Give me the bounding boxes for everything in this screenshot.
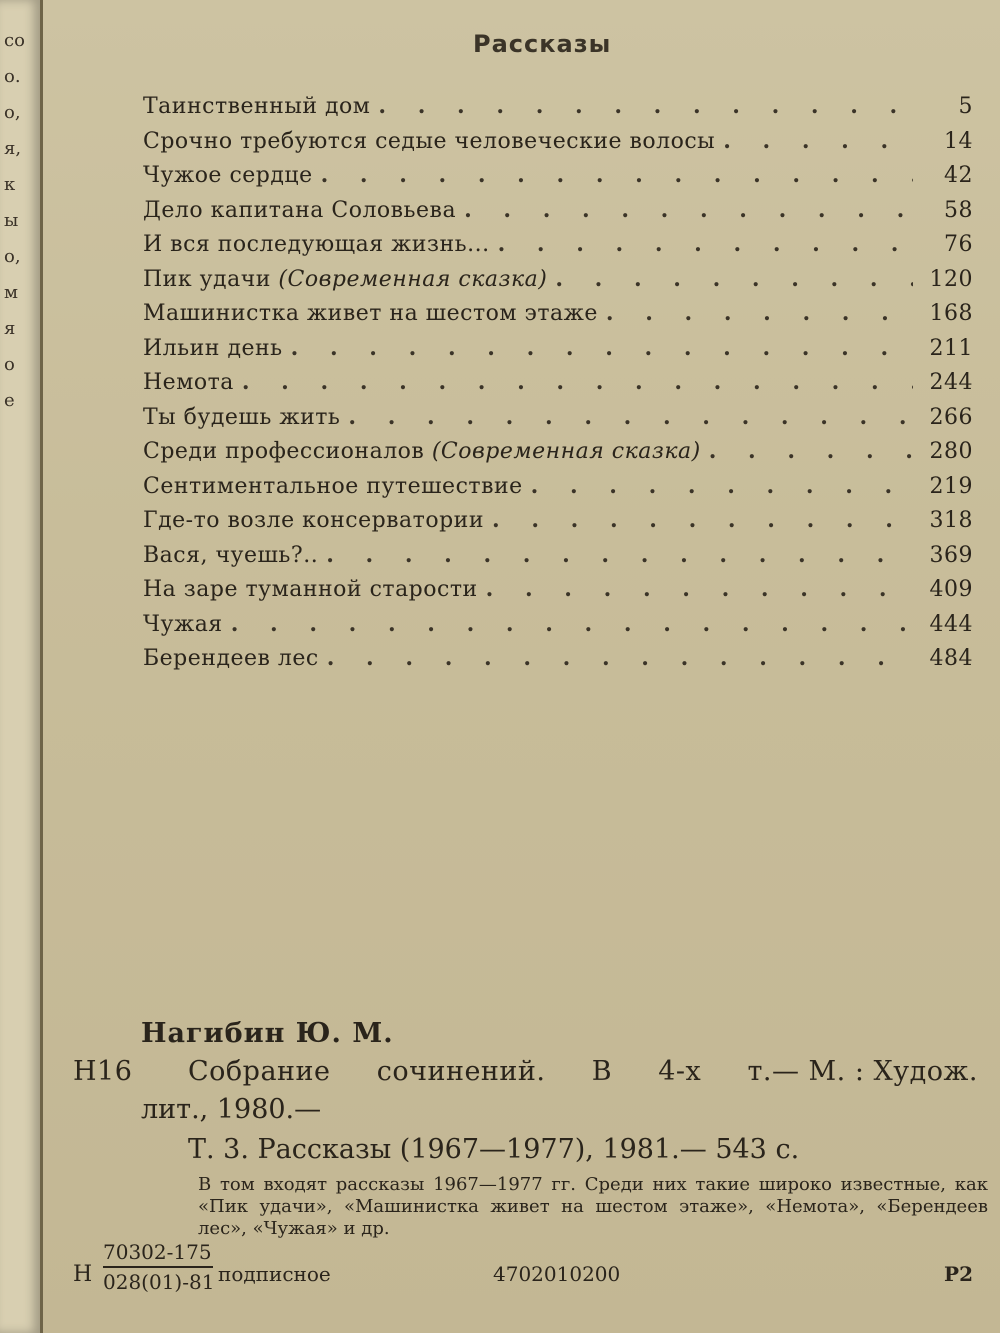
toc-entry-title	[143, 612, 223, 637]
dot-leader	[606, 300, 913, 326]
biblio-word: сочинений.	[376, 1056, 546, 1087]
toc-entry	[143, 197, 973, 232]
biblio-line-1	[73, 1056, 978, 1094]
toc-entry-page: 266	[929, 404, 973, 430]
toc-entry-title	[143, 301, 598, 326]
fraction-denominator: 028(01)-81	[103, 1270, 215, 1294]
left-page-fragment: е	[4, 390, 15, 411]
isbn-code: 4702010200	[493, 1262, 621, 1286]
biblio-word: т.— М. : Худож.	[747, 1056, 978, 1087]
toc-entry-subtitle: (Современная сказка)	[431, 439, 701, 464]
biblio-word: В	[591, 1056, 613, 1087]
toc-entry-title	[143, 577, 478, 602]
left-page-fragment: м	[4, 282, 19, 303]
toc-entry-page: 14	[944, 128, 973, 154]
toc-entry-main-title: На заре туманной старости	[143, 577, 478, 602]
dot-leader	[291, 335, 913, 361]
biblio-word: Собрание	[188, 1056, 331, 1087]
toc-entry-page: 168	[929, 301, 973, 326]
imprint-footer	[73, 1240, 973, 1300]
toc-entry	[143, 611, 973, 646]
toc-entry-main-title: Дело капитана Соловьева	[143, 197, 457, 223]
table-of-contents	[143, 93, 973, 680]
toc-entry-page: 244	[929, 370, 973, 395]
biblio-line-2: лит., 1980.—	[141, 1094, 322, 1125]
toc-entry	[143, 404, 973, 439]
toc-entry-main-title: Машинистка живет на шестом этаже	[143, 301, 598, 326]
toc-entry	[143, 300, 973, 335]
toc-entry-title	[143, 543, 318, 568]
left-page-fragment: к	[4, 174, 16, 195]
section-title: Рассказы	[473, 30, 612, 58]
toc-entry-title	[143, 370, 234, 395]
dot-leader	[327, 645, 913, 671]
toc-entry-page: 484	[929, 646, 973, 671]
toc-entry	[143, 231, 973, 266]
toc-entry	[143, 93, 973, 128]
toc-entry	[143, 162, 973, 197]
toc-entry-title	[143, 405, 340, 430]
toc-entry-main-title: И вся последующая жизнь...	[143, 232, 490, 257]
left-page-fragment: ы	[4, 210, 19, 231]
imprint-letter: Н	[73, 1262, 93, 1287]
toc-entry-page: 58	[944, 197, 973, 223]
toc-entry-main-title: Сентиментальное путешествие	[143, 473, 523, 499]
toc-entry-main-title: Таинственный дом	[143, 94, 371, 119]
toc-entry-main-title: Берендеев лес	[143, 646, 319, 671]
toc-entry-title	[143, 439, 701, 464]
dot-leader	[709, 438, 913, 464]
toc-entry-title	[143, 267, 547, 292]
toc-entry-main-title: Чужое сердце	[143, 163, 313, 188]
dot-leader	[464, 197, 913, 223]
dot-leader	[231, 611, 913, 637]
toc-entry	[143, 576, 973, 611]
dot-leader	[348, 404, 913, 430]
toc-entry	[143, 473, 973, 508]
biblio-collection-line	[188, 1056, 978, 1087]
toc-entry-page: 409	[929, 577, 973, 602]
toc-entry-page: 120	[929, 266, 973, 292]
dot-leader	[531, 473, 913, 499]
bibliographic-record	[73, 1018, 988, 1240]
toc-entry	[143, 507, 973, 542]
price-code: Р2	[944, 1262, 973, 1286]
dot-leader	[492, 507, 913, 533]
toc-entry-title	[143, 198, 456, 223]
toc-entry-page: 76	[944, 232, 973, 257]
toc-entry-page: 5	[958, 94, 973, 119]
toc-entry-page: 369	[929, 542, 973, 568]
catalog-code: Н16	[73, 1056, 133, 1087]
dot-leader	[723, 128, 913, 154]
toc-entry	[143, 369, 973, 404]
toc-entry-main-title: Ты будешь жить	[143, 404, 341, 430]
toc-entry-page: 280	[929, 439, 973, 464]
left-page-fragment: о	[4, 354, 15, 375]
book-page	[43, 0, 1000, 1333]
dot-leader	[242, 369, 913, 395]
annotation-text: В том входят рассказы 1967—1977 гг. Среди них такие широко известные, как «Пик удачи», «Машинистка живет на шестом этаже», «Немота», «Берендеев лес», «Чужая» и др.	[198, 1174, 988, 1239]
toc-entry-title	[143, 474, 523, 499]
toc-entry-title	[143, 163, 313, 188]
imprint-fraction	[103, 1240, 213, 1294]
toc-entry-page: 444	[929, 611, 973, 637]
toc-entry	[143, 128, 973, 163]
dot-leader	[321, 162, 913, 188]
toc-entry-title	[143, 129, 715, 154]
toc-entry-title	[143, 232, 490, 257]
author-name: Нагибин Ю. М.	[141, 1018, 394, 1049]
toc-entry-main-title: Немота	[143, 370, 234, 395]
biblio-volume-line: Т. 3. Рассказы (1967—1977), 1981.— 543 с.	[188, 1134, 800, 1165]
dot-leader	[378, 93, 913, 119]
toc-entry-main-title: Пик удачи	[143, 266, 271, 292]
toc-entry-subtitle: (Современная сказка)	[278, 266, 548, 292]
toc-entry-page: 219	[929, 473, 973, 499]
biblio-word: 4-х	[658, 1056, 702, 1087]
toc-entry-main-title: Вася, чуешь?..	[143, 542, 319, 568]
toc-entry-page: 211	[929, 335, 973, 361]
dot-leader	[326, 542, 913, 568]
toc-entry	[143, 266, 973, 301]
left-page-fragment: я,	[4, 138, 22, 159]
toc-entry-page: 318	[929, 508, 973, 533]
fraction-numerator: 70302-175	[103, 1240, 213, 1268]
toc-entry-page: 42	[944, 163, 973, 188]
left-page-fragment: о.	[4, 66, 21, 87]
left-page-fragment: я	[4, 318, 16, 339]
toc-entry	[143, 645, 973, 680]
toc-entry-main-title: Срочно требуются седые человеческие волосы	[143, 128, 716, 154]
toc-entry-title	[143, 94, 370, 119]
toc-entry	[143, 542, 973, 577]
dot-leader	[486, 576, 913, 602]
left-page-edge	[0, 0, 43, 1333]
dot-leader	[498, 231, 913, 257]
toc-entry-title	[143, 336, 283, 361]
toc-entry	[143, 438, 973, 473]
toc-entry-title	[143, 508, 484, 533]
subscription-label: подписное	[218, 1262, 331, 1286]
dot-leader	[555, 266, 913, 292]
left-page-fragment: о,	[4, 246, 21, 267]
toc-entry-main-title: Чужая	[143, 611, 223, 637]
toc-entry-title	[143, 646, 319, 671]
toc-entry	[143, 335, 973, 370]
left-page-fragment: со	[4, 30, 25, 51]
toc-entry-main-title: Ильин день	[143, 335, 283, 361]
left-page-fragment: о,	[4, 102, 21, 123]
toc-entry-main-title: Где-то возле консерватории	[143, 508, 485, 533]
toc-entry-main-title: Среди профессионалов	[143, 439, 425, 464]
